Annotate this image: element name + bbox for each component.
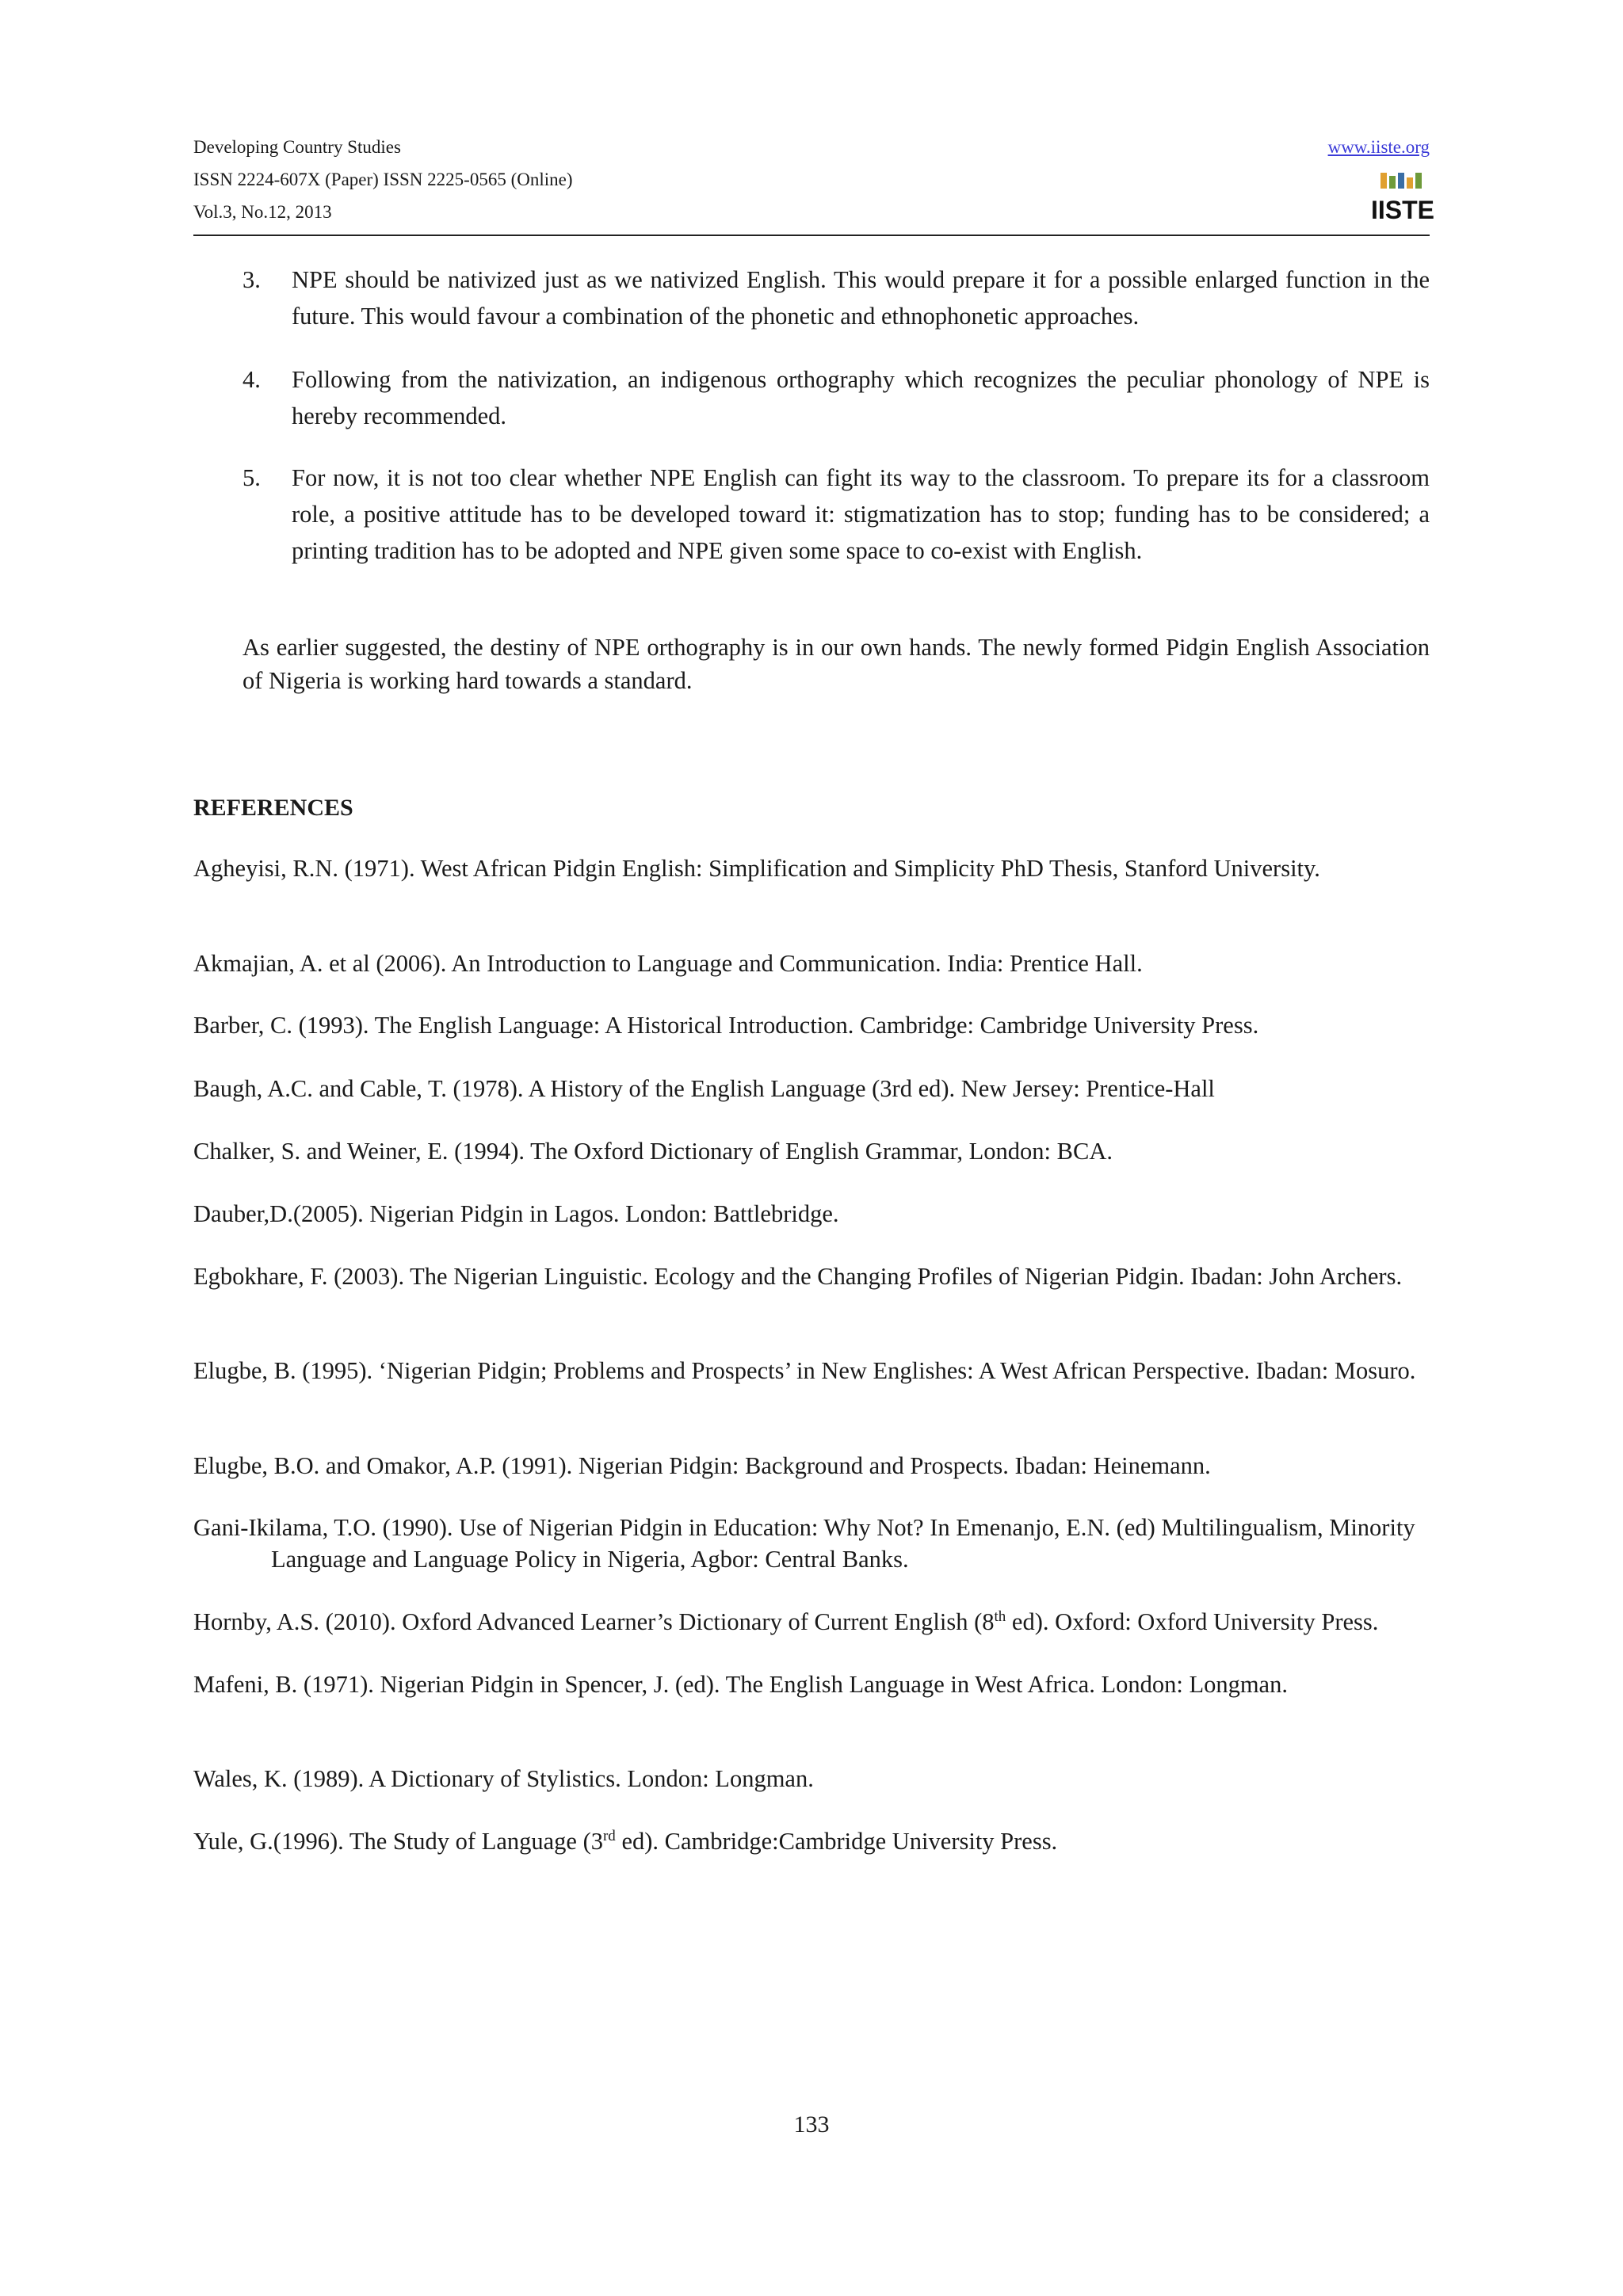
- closing-paragraph: As earlier suggested, the destiny of NPE orthography is in our own hands. The newly formed Pidgin English Association of Nigeria is working hard towards a standard.: [242, 634, 1430, 694]
- reference-text: ed). Cambridge:Cambridge University Press.: [615, 1828, 1058, 1855]
- reference-entry: [193, 1606, 1430, 1638]
- website-link[interactable]: www.iiste.org: [1327, 137, 1430, 157]
- ordinal-superscript: th: [994, 1608, 1006, 1625]
- list-item-text: For now, it is not too clear whether NPE English can fight its way to the classroom. To prepare its for a classroom role, a positive attitude has to be developed toward it: stigmatization has to stop; funding has to be considered; a printing tradition has to be adopted and NPE given some space to co-exist with English.: [292, 464, 1430, 564]
- reference-entry: Elugbe, B.O. and Omakor, A.P. (1991). Nigerian Pidgin: Background and Prospects. Ibadan: Heinemann.: [193, 1452, 1211, 1479]
- reference-text: Hornby, A.S. (2010). Oxford Advanced Learner’s Dictionary of Current English (8: [193, 1608, 995, 1635]
- list-item: [242, 361, 1430, 434]
- reference-entry: Agheyisi, R.N. (1971). West African Pidgin English: Simplification and Simplicity PhD Thesis, Stanford University.: [193, 855, 1320, 882]
- list-item-number: 3.: [242, 266, 261, 293]
- reference-entry: Egbokhare, F. (2003). The Nigerian Linguistic. Ecology and the Changing Profiles of Nigerian Pidgin. Ibadan: John Archers.: [193, 1263, 1403, 1290]
- iiste-logo: [1370, 171, 1435, 224]
- reference-entry: Gani-Ikilama, T.O. (1990). Use of Nigerian Pidgin in Education: Why Not? In Emenanjo, E.N. (ed) Multilingualism, Minority Language and Language Policy in Nigeria, Agbor: Central Banks.: [193, 1514, 1415, 1573]
- reference-entry: Elugbe, B. (1995). ‘Nigerian Pidgin; Problems and Prospects’ in New Englishes: A West African Perspective. Ibadan: Mosuro.: [193, 1357, 1416, 1384]
- reference-entry: Mafeni, B. (1971). Nigerian Pidgin in Spencer, J. (ed). The English Language in West Africa. London: Longman.: [193, 1671, 1288, 1698]
- reference-entry: Baugh, A.C. and Cable, T. (1978). A History of the English Language (3rd ed). New Jersey: Prentice-Hall: [193, 1075, 1215, 1102]
- reference-entry: Akmajian, A. et al (2006). An Introduction to Language and Communication. India: Prentice Hall.: [193, 950, 1143, 977]
- journal-name: Developing Country Studies: [193, 137, 401, 157]
- reference-entry: Wales, K. (1989). A Dictionary of Stylistics. London: Longman.: [193, 1765, 814, 1792]
- reference-text: Yule, G.(1996). The Study of Language (3: [193, 1828, 603, 1855]
- page-header: [193, 135, 1435, 236]
- references-heading: REFERENCES: [193, 795, 353, 821]
- list-item-number: 5.: [242, 464, 261, 491]
- list-item-text: NPE should be nativized just as we nativized English. This would prepare it for a possible enlarged function in the future. This would favour a combination of the phonetic and ethnophonetic approaches.: [292, 266, 1430, 330]
- reference-entry: Chalker, S. and Weiner, E. (1994). The Oxford Dictionary of English Grammar, London: BCA.: [193, 1138, 1113, 1165]
- reference-entry: [193, 1825, 1430, 1857]
- list-item-number: 4.: [242, 366, 261, 393]
- reference-entry: Dauber,D.(2005). Nigerian Pidgin in Lagos. London: Battlebridge.: [193, 1200, 839, 1227]
- logo-text: IISTE: [1370, 196, 1435, 224]
- reference-entry: Barber, C. (1993). The English Language: A Historical Introduction. Cambridge: Cambridge University Press.: [193, 1012, 1259, 1039]
- list-item: [242, 261, 1430, 334]
- list-item: [242, 460, 1430, 569]
- journal-issn: ISSN 2224-607X (Paper) ISSN 2225-0565 (Online): [193, 170, 573, 189]
- list-item-text: Following from the nativization, an indigenous orthography which recognizes the peculiar phonology of NPE is hereby recommended.: [292, 366, 1430, 429]
- reference-text: ed). Oxford: Oxford University Press.: [1006, 1608, 1379, 1635]
- ordinal-superscript: rd: [602, 1827, 616, 1844]
- header-divider: [193, 235, 1430, 236]
- journal-volume: Vol.3, No.12, 2013: [193, 202, 332, 222]
- page-number: 133: [793, 2111, 830, 2138]
